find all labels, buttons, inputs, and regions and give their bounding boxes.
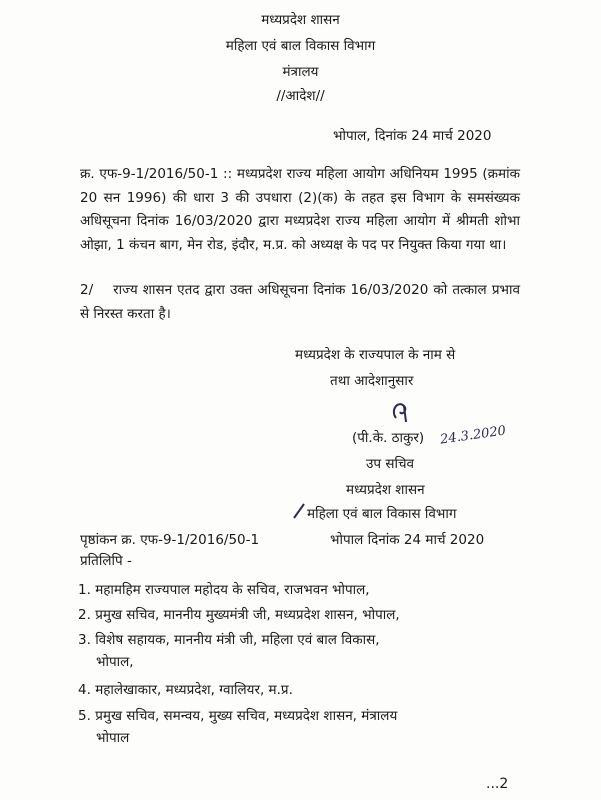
signatory-designation: उप सचिव bbox=[366, 456, 415, 472]
copy-item-text: महामहिम राज्यपाल महोदय के सचिव, राजभवन भोपाल, bbox=[95, 582, 370, 598]
endorsement-reference: पृष्ठांकन क्र. एफ-9-1/2016/50-1 bbox=[80, 532, 260, 548]
copy-item-text: विशेष सहायक, माननीय मंत्री जी, महिला एवं बाल विकास, bbox=[95, 632, 380, 648]
copy-item bbox=[78, 680, 293, 698]
copy-item bbox=[78, 630, 380, 648]
copy-item-continuation: भोपाल, bbox=[96, 654, 134, 670]
order-paragraph-1 bbox=[80, 163, 520, 257]
copy-item-number: 5. bbox=[78, 708, 91, 724]
header-ministry: मंत्रालय bbox=[282, 64, 319, 80]
copy-item-number: 3. bbox=[78, 632, 91, 648]
copy-item bbox=[78, 580, 370, 598]
endorsement-date: भोपाल दिनांक 24 मार्च 2020 bbox=[330, 532, 485, 548]
order-date: भोपाल, दिनांक 24 मार्च 2020 bbox=[333, 128, 492, 144]
header-department: महिला एवं बाल विकास विभाग bbox=[225, 38, 376, 54]
header-order-title: //आदेश// bbox=[276, 88, 325, 104]
revocation-text: राज्य शासन एतद द्वारा उक्त अधिसूचना दिनांक 16/03/2020 को तत्काल प्रभाव से निरस्त करता है। bbox=[80, 282, 520, 322]
paragraph-number: 2/ bbox=[80, 282, 94, 298]
copy-item-number: 4. bbox=[78, 682, 91, 698]
page-continuation: ...2 bbox=[486, 776, 509, 792]
copy-label: प्रतिलिपि - bbox=[80, 553, 132, 569]
signatory-org-1: मध्यप्रदेश शासन bbox=[346, 482, 425, 498]
copy-item bbox=[78, 605, 400, 623]
signatory-name: (पी.के. ठाकुर) bbox=[352, 430, 425, 446]
signatory-org-2: महिला एवं बाल विकास विभाग bbox=[307, 506, 457, 522]
copy-item-text: प्रमुख सचिव, समन्वय, मुख्य सचिव, मध्यप्रदेश शासन, मंत्रालय bbox=[95, 708, 398, 724]
copy-item-text: प्रमुख सचिव, माननीय मुख्यमंत्री जी, मध्यप्रदेश शासन, भोपाल, bbox=[95, 607, 400, 623]
signature-authority-line1: मध्यप्रदेश के राज्यपाल के नाम से bbox=[295, 347, 456, 363]
copy-item-text: महालेखाकार, मध्यप्रदेश, ग्वालियर, म.प्र. bbox=[95, 682, 293, 698]
copy-item-number: 1. bbox=[78, 582, 91, 598]
order-reference: क्र. एफ-9-1/2016/50-1 :: bbox=[80, 166, 233, 182]
order-paragraph-2 bbox=[80, 279, 520, 326]
copy-item bbox=[78, 706, 397, 724]
copy-item-continuation: भोपाल bbox=[96, 730, 130, 746]
order-body: मध्यप्रदेश राज्य महिला आयोग अधिनियम 1995 (क्रमांक 20 सन 1996) की धारा 3 की उपधारा (2)(क) के तहत इस विभाग के समसंख्यक अधिसूचना दिनांक 16/03/2020 द्वारा मध्यप्रदेश राज्य महिला आयोग में श्रीमती शोभा ओझा, 1 कंचन बाग, मेन रोड, इंदौर, म.प्र. को अध्यक्ष के पद पर नियुक्त किया गया था। bbox=[80, 166, 520, 253]
handwritten-signature bbox=[388, 398, 418, 424]
handwritten-date: 24.3.2020 bbox=[439, 423, 507, 448]
signature-authority-line2: तथा आदेशानुसार bbox=[330, 373, 414, 389]
header-government: मध्यप्रदेश शासन bbox=[261, 12, 340, 28]
copy-item-number: 2. bbox=[78, 607, 91, 623]
